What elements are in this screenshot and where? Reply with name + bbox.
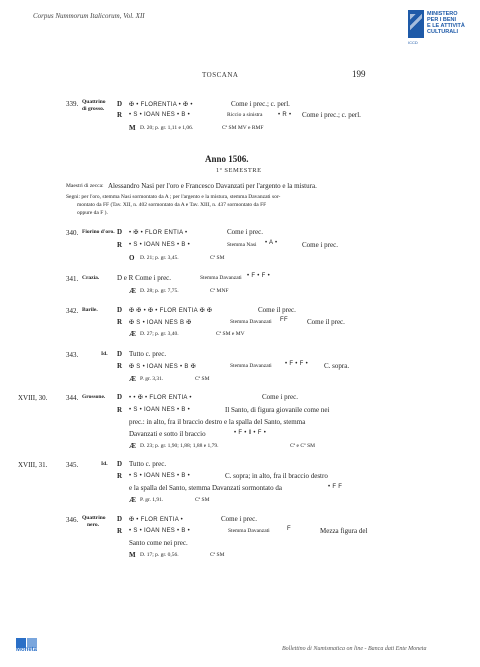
running-title: TOSCANA — [202, 71, 239, 79]
reverse-note: Stemma Davanzati — [230, 363, 272, 369]
obverse-mark: D — [117, 460, 123, 468]
reverse-note: Stemma Davanzati — [230, 319, 272, 325]
mastri-text: Alessandro Nasi per l'oro e Francesco Davanzati per l'argento e la mistura. — [108, 182, 317, 190]
reverse-mark: R — [117, 318, 123, 326]
reverse-mark: R — [117, 472, 123, 480]
coin-name: Grossone. — [82, 394, 106, 400]
reverse-description: Il Santo, di figura giovanile come nei — [225, 406, 330, 414]
collections: Cª SM — [210, 255, 225, 261]
segni-line: montato da FF (Tav. XII, n. 402 sormontato da A e Tav. XIII, n. 437 sormontato da FF — [77, 202, 267, 208]
obverse-mark: D — [117, 100, 123, 108]
reverse-description: e la spalla del Santo, stemma Davanzati sormontato da — [129, 484, 282, 492]
reverse-mark: R — [117, 241, 123, 249]
obverse-mark: D — [117, 515, 123, 523]
obverse-description: Come i prec. — [227, 228, 263, 236]
reverse-description: Mezza figura del — [320, 527, 368, 535]
coin-name: Crazia. — [82, 275, 100, 281]
reverse-legend: ✠ S • IOAN NES • B ✠ — [129, 364, 196, 370]
reverse-mark: R — [117, 111, 123, 119]
metal-symbol: M — [129, 551, 136, 559]
logo-caption: ICCD — [408, 40, 418, 45]
obverse-legend: ✠ • FLOR ENTIA • — [129, 517, 184, 523]
measurements: P. gr. 3,31. — [140, 376, 164, 382]
collections: Cª SM — [210, 552, 225, 558]
reverse-description: Come i prec.; c. perl. — [302, 111, 361, 119]
metal-symbol: Æ — [129, 287, 136, 295]
reverse-note: Riccio a sinistra — [227, 112, 263, 118]
reverse-note: Stemma Davanzati — [200, 275, 242, 281]
series-title: Corpus Nummorum Italicorum, Vol. XII — [33, 12, 145, 20]
reverse-note: Stemma Nasi — [227, 242, 257, 248]
entry-number: 343. — [66, 351, 79, 359]
coin-name-cont: di grosso. — [82, 106, 105, 112]
obverse-mark: D — [117, 393, 123, 401]
metal-symbol: Æ — [129, 375, 136, 383]
reverse-legend: • S • IOAN NES • B • — [129, 473, 191, 479]
measurements: D. 21; p. gr. 3,45. — [140, 255, 179, 261]
mastri-label: Maestri di zecca: — [66, 183, 104, 189]
moneta-logo-label: Moneta — [16, 647, 37, 653]
obverse-legend: • ✠ • FLOR ENTIA • — [129, 230, 188, 236]
mint-mark: • F • F • — [285, 361, 308, 367]
ministry-logo-icon — [408, 10, 424, 38]
metal-symbol: Æ — [129, 330, 136, 338]
reverse-legend: ✠ S • IOAN NES B ✠ — [129, 320, 192, 326]
reverse-mark: R — [117, 362, 123, 370]
year-heading: Anno 1506. — [205, 154, 249, 164]
obverse-description: Come il prec. — [258, 306, 296, 314]
coin-name-cont: nero. — [87, 522, 99, 528]
moneta-logo-icon — [16, 638, 48, 652]
coin-name: Quattrino — [82, 99, 106, 105]
entry-number: 339. — [66, 100, 79, 108]
collections: Cª SM — [195, 497, 210, 503]
reverse-legend: • S • IOAN NES • B • — [129, 407, 191, 413]
obverse-description: Come i prec. — [262, 393, 298, 401]
entry-number: 342. — [66, 307, 79, 315]
collections: Cª MNF — [210, 288, 229, 294]
mint-mark: • F • F • — [247, 273, 270, 279]
reverse-legend: • S • IOAN NES • B • — [129, 528, 191, 534]
page-number: 199 — [352, 69, 366, 79]
coin-name: Barile. — [82, 307, 98, 313]
reverse-description: Come il prec. — [307, 318, 345, 326]
obverse-description: Come i prec.; c. perl. — [231, 100, 290, 108]
entry-number: 341. — [66, 275, 79, 283]
reverse-legend: • S • IOAN NES • B • — [129, 112, 191, 118]
obverse-description: Come i prec. — [221, 515, 257, 523]
mint-mark: • R • — [278, 112, 292, 118]
obverse-description: Tutto c. prec. — [129, 460, 167, 468]
segni-line: Segni: per l'oro, stemma Nasi sormontato da A ; per l'argento e la mistura, stemma Davanzati sor- — [66, 194, 281, 200]
coin-name: Id. — [101, 351, 108, 357]
measurements: P. gr. 1,91. — [140, 497, 164, 503]
reverse-description: C. sopra; in alto, fra il braccio destro — [225, 472, 328, 480]
obverse-description: Tutto c. prec. — [129, 350, 167, 358]
metal-symbol: Æ — [129, 442, 136, 450]
reverse-description: prec.: in alto, fra il braccio destro e la spalla del Santo, stemma — [129, 418, 306, 426]
reverse-legend: • S • IOAN NES • B • — [129, 242, 191, 248]
plate-reference: XVIII, 30. — [18, 394, 48, 402]
entry-number: 345. — [66, 461, 79, 469]
collections: Cª SM e MV — [216, 331, 245, 337]
measurements: D. 27; p. gr. 3,40. — [140, 331, 179, 337]
measurements: D. 28; p. gr. 7,75. — [140, 288, 179, 294]
measurements: D. 23; p. gr. 1,90; 1,88; 1,88 e 1,79. — [140, 443, 219, 449]
collections: Cª SM MV e RMF — [222, 125, 264, 131]
reverse-description: Davanzati e sotto il braccio — [129, 430, 206, 438]
reverse-note: Stemma Davanzati — [228, 528, 270, 534]
ministry-logo-text: MINISTERO PER I BENI E LE ATTIVITÀ CULTURALI — [427, 11, 465, 35]
coin-name: Quattrino — [82, 515, 106, 521]
metal-symbol: M — [129, 124, 136, 132]
mint-mark: • F • ‖ • F • — [234, 430, 267, 436]
semester-heading: 1º SEMESTRE — [216, 167, 262, 174]
obverse-mark: D — [117, 228, 123, 236]
mint-mark: • F F — [328, 484, 343, 490]
coin-name: Id. — [101, 461, 108, 467]
metal-symbol: Æ — [129, 496, 136, 504]
obverse-legend: ✠ • FLORENTIA • ✠ • — [129, 102, 193, 108]
entry-number: 344. — [66, 394, 79, 402]
collections: Cª SM — [195, 376, 210, 382]
reverse-mark: R — [117, 406, 123, 414]
measurements: D. 20; p. gr. 1,11 e 1,06. — [140, 125, 194, 131]
mint-mark: F — [287, 526, 291, 532]
metal-symbol: O — [129, 254, 135, 262]
entry-line: D e R Come i prec. — [117, 274, 172, 282]
reverse-mark: R — [117, 527, 123, 535]
reverse-description: Santo come nei prec. — [129, 539, 188, 547]
obverse-mark: D — [117, 350, 123, 358]
measurements: D. 17; p. gr. 0,56. — [140, 552, 179, 558]
obverse-legend: • • ✠ • FLOR ENTIA • — [129, 395, 192, 401]
entry-number: 340. — [66, 229, 79, 237]
footer-credit: Bollettino di Numismatica on line - Banca dati Ente Moneta — [282, 646, 427, 652]
entry-number: 346. — [66, 516, 79, 524]
coin-name: Fiorino d'oro. — [82, 229, 115, 235]
plate-reference: XVIII, 31. — [18, 461, 48, 469]
mint-mark: FF — [280, 317, 288, 323]
mint-mark: • A • — [265, 240, 278, 246]
obverse-mark: D — [117, 306, 123, 314]
reverse-description: Come i prec. — [302, 241, 338, 249]
segni-line: oppure da F ). — [77, 210, 108, 216]
collections: Cª e Cº SM — [290, 443, 316, 449]
obverse-legend: ✠ ✠ • ✠ • FLOR ENTIA ✠ ✠ — [129, 308, 213, 314]
reverse-description: C. sopra. — [324, 362, 350, 370]
